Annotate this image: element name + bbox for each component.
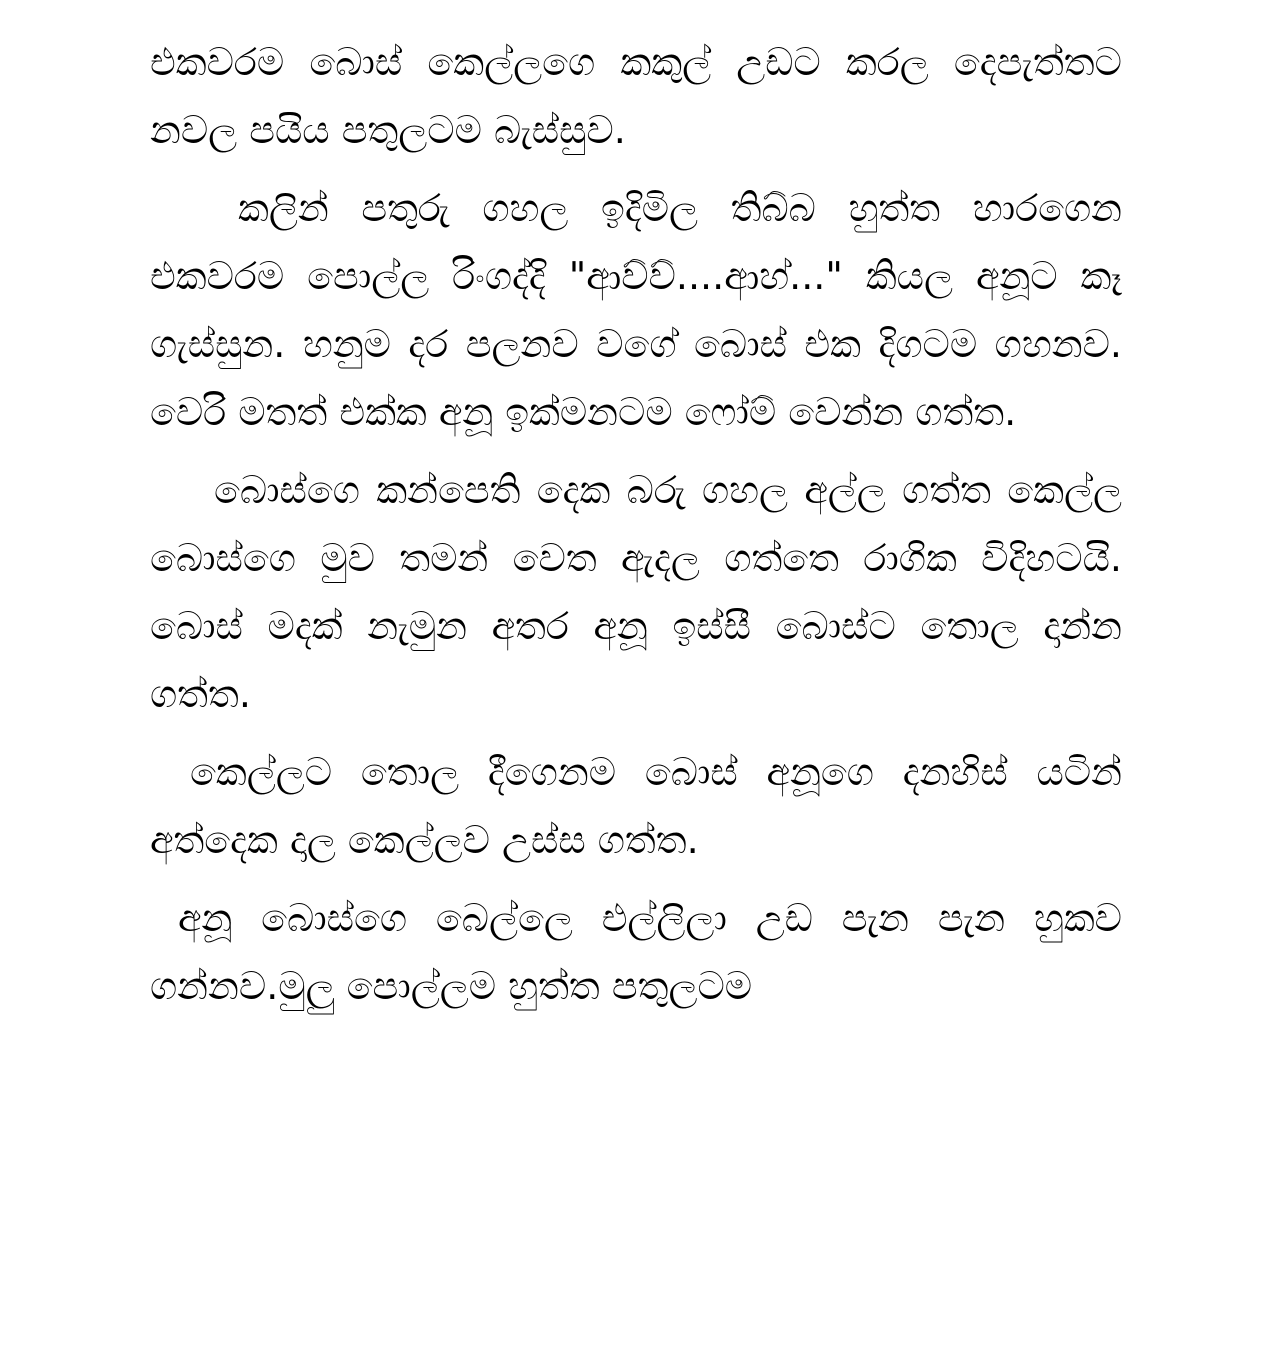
paragraph-3: බොස්ගෙ කන්පෙති දෙක බරු ගහල අල්ල ගත්ත කෙල්ල බොස්ගෙ මුව තමන් වෙත ඇදල ගත්තෙ රාගික විදිහටයි. බොස් මදක් නැමුන අතර අනූ ඉස්සී බොස්ට තොල දාන්න ගත්ත. [150,468,1122,716]
paragraph-1: එකවරම බොස් කෙල්ලගෙ කකුල් උඩට කරල දෙපැත්තට නවල පයිය පතුලටම බැස්සුව. [150,40,1122,152]
document-page [150,28,1122,1030]
paragraph-5: අනූ බොස්ගෙ බෙල්ලෙ එල්ලිලා උඩ පැන පැන හුකව ගන්නව.මුලු පොල්ලම හුත්ත පතුලටම [150,896,1122,1008]
paragraph-2: කලින් පතුරු ගහල ඉදිමිල තිබ්බ හුත්ත හාරගෙන එකවරම පොල්ල රිංගද්දි "ආව්ව්....ආහ්..." කියල අනූට කෑ ගැස්සුන. හනුම දර පලනව වගේ බොස් එක දිගටම ගහනව. වෙරි මතත් එක්ක අනූ ඉක්මනටම ෆෝම් වෙන්න ගත්ත. [150,186,1122,434]
paragraph-4: කෙල්ලට තොල දීගෙනම බොස් අනූගෙ දනහිස් යටින් අත්දෙක දාල කෙල්ලව උස්ස ගත්ත. [150,750,1122,862]
